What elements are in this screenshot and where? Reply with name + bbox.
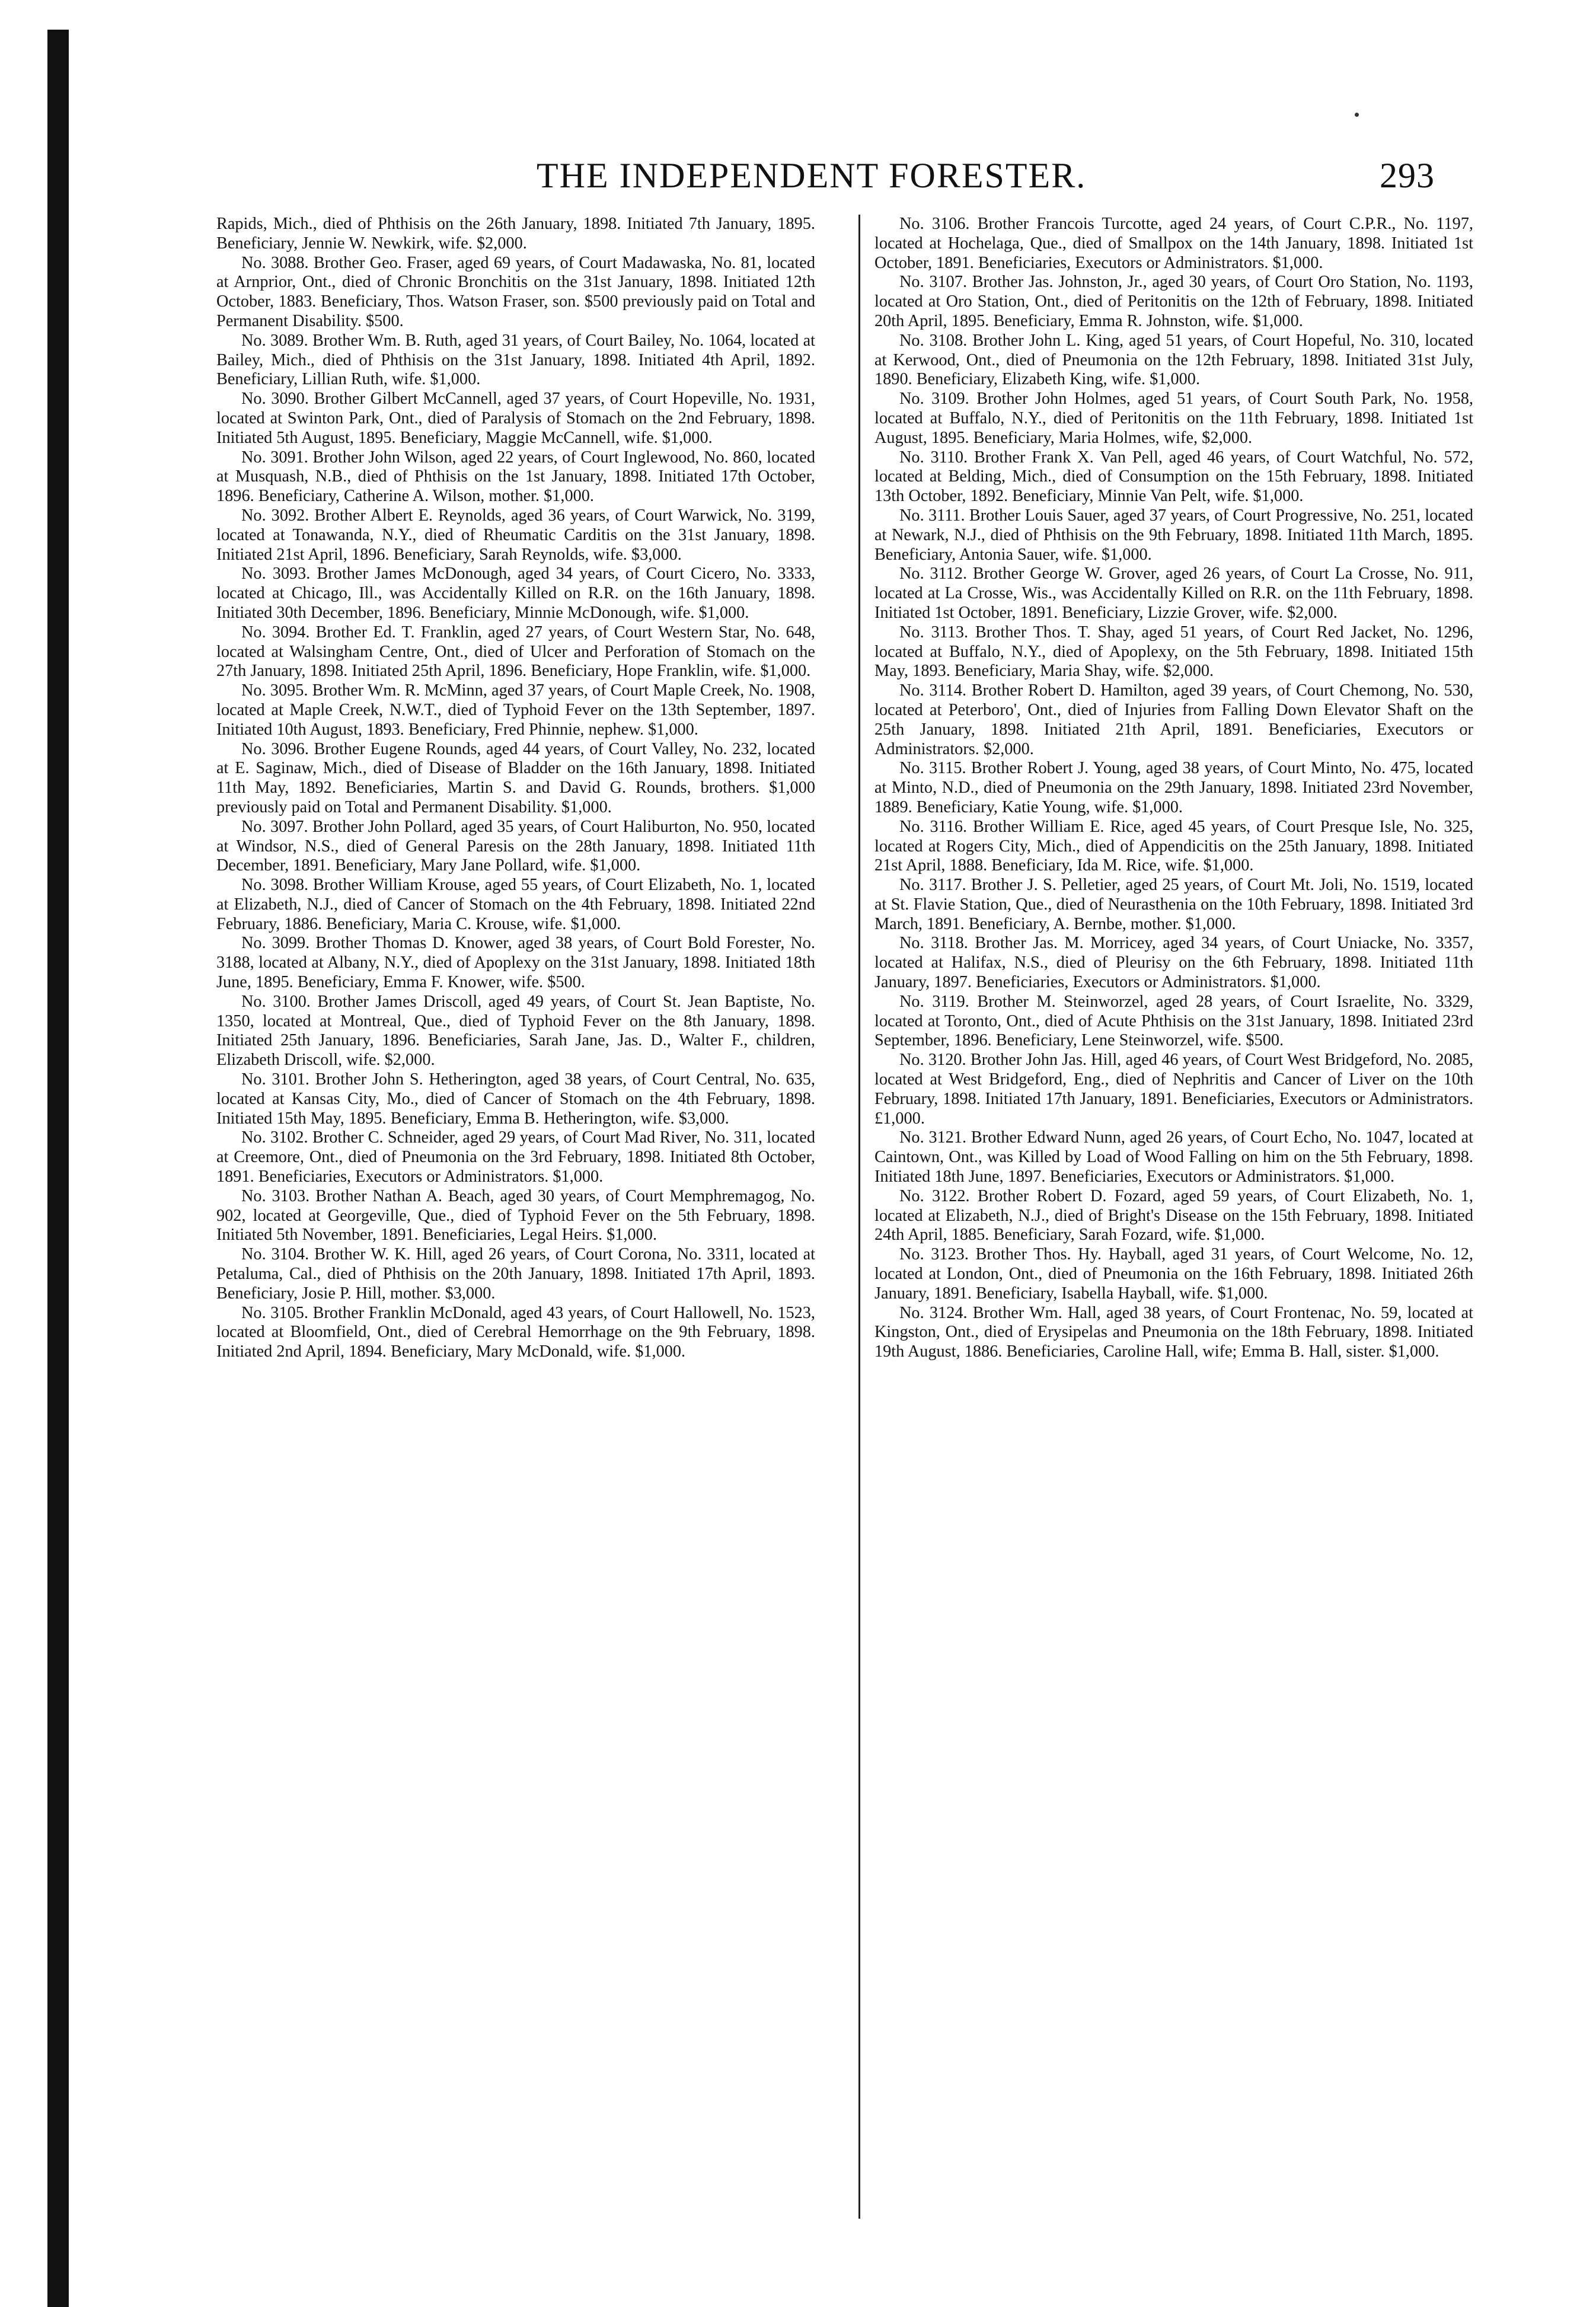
death-notice-entry: No. 3115. Brother Robert J. Young, aged 38 years, of Court Minto, No. 475, located at Minto, N.D., died of Pneumonia on the 29th January, 1898. Initiated 23rd November, 1889. Beneficiary, Katie Young, wife. $1,000. [874, 759, 1473, 816]
death-notice-entry: No. 3119. Brother M. Steinworzel, aged 28 years, of Court Israelite, No. 3329, located at Toronto, Ont., died of Acute Phthisis on the 31st January, 1898. Initiated 23rd September, 1896. Beneficiary, Lene Steinworzel, wife. $500. [874, 992, 1473, 1050]
death-notice-entry: No. 3107. Brother Jas. Johnston, Jr., aged 30 years, of Court Oro Station, No. 1193, located at Oro Station, Ont., died of Peritonitis on the 12th of February, 1898. Initiated 20th April, 1895. Beneficiary, Emma R. Johnston, wife. $1,000. [874, 273, 1473, 330]
death-notice-entry: No. 3094. Brother Ed. T. Franklin, aged 27 years, of Court Western Star, No. 648, located at Walsingham Centre, Ont., died of Ulcer and Perforation of Stomach on the 27th January, 1898. Initiated 25th April, 1896. Beneficiary, Hope Franklin, wife. $1,000. [216, 623, 815, 681]
death-notice-entry: No. 3123. Brother Thos. Hy. Hayball, aged 31 years, of Court Welcome, No. 12, located at London, Ont., died of Pneumonia on the 16th February, 1898. Initiated 26th January, 1891. Beneficiary, Isabella Hayball, wife. $1,000. [874, 1245, 1473, 1303]
death-notice-entry: No. 3108. Brother John L. King, aged 51 years, of Court Hopeful, No. 310, located at Kerwood, Ont., died of Pneumonia on the 12th February, 1898. Initiated 31st July, 1890. Beneficiary, Elizabeth King, wife. $1,000. [874, 331, 1473, 389]
death-notice-entry: No. 3104. Brother W. K. Hill, aged 26 years, of Court Corona, No. 3311, located at Petaluma, Cal., died of Phthisis on the 20th January, 1898. Initiated 17th April, 1893. Beneficiary, Josie P. Hill, mother. $3,000. [216, 1245, 815, 1303]
death-notice-entry: No. 3092. Brother Albert E. Reynolds, aged 36 years, of Court Warwick, No. 3199, located at Tonawanda, N.Y., died of Rheumatic Carditis on the 31st January, 1898. Initiated 21st April, 1896. Beneficiary, Sarah Reynolds, wife. $3,000. [216, 506, 815, 564]
death-notice-entry: No. 3100. Brother James Driscoll, aged 49 years, of Court St. Jean Baptiste, No. 1350, located at Montreal, Que., died of Typhoid Fever on the 8th January, 1898. Initiated 25th January, 1896. Beneficiaries, Sarah Jane, Jas. D., Walter F., children, Elizabeth Driscoll, wife. $2,000. [216, 992, 815, 1070]
death-notice-entry: No. 3109. Brother John Holmes, aged 51 years, of Court South Park, No. 1958, located at Buffalo, N.Y., died of Peritonitis on the 11th February, 1898. Initiated 1st August, 1895. Beneficiary, Maria Holmes, wife, $2,000. [874, 390, 1473, 447]
death-notice-entry: No. 3099. Brother Thomas D. Knower, aged 38 years, of Court Bold Forester, No. 3188, located at Albany, N.Y., died of Apoplexy on the 31st January, 1898. Initiated 18th June, 1895. Beneficiary, Emma F. Knower, wife. $500. [216, 934, 815, 992]
death-notice-entry: No. 3111. Brother Louis Sauer, aged 37 years, of Court Progressive, No. 251, located at Newark, N.J., died of Phthisis on the 9th February, 1898. Initiated 11th March, 1895. Beneficiary, Antonia Sauer, wife. $1,000. [874, 506, 1473, 564]
print-speck [1355, 113, 1359, 117]
death-notice-entry: No. 3089. Brother Wm. B. Ruth, aged 31 years, of Court Bailey, No. 1064, located at Bailey, Mich., died of Phthisis on the 31st January, 1898. Initiated 4th April, 1892. Beneficiary, Lillian Ruth, wife. $1,000. [216, 331, 815, 389]
death-notice-entry: No. 3122. Brother Robert D. Fozard, aged 59 years, of Court Elizabeth, No. 1, located at Elizabeth, N.J., died of Bright's Disease on the 15th February, 1898. Initiated 24th April, 1885. Beneficiary, Sarah Fozard, wife. $1,000. [874, 1186, 1473, 1245]
death-notice-entry: No. 3121. Brother Edward Nunn, aged 26 years, of Court Echo, No. 1047, located at Caintown, Ont., was Killed by Load of Wood Falling on him on the 5th February, 1898. Initiated 18th June, 1897. Beneficiaries, Executors or Administrators. $1,000. [874, 1128, 1473, 1186]
page-number: 293 [1380, 156, 1435, 195]
left-column [216, 215, 815, 1362]
page-header [196, 155, 1435, 203]
death-notice-entry: No. 3090. Brother Gilbert McCannell, aged 37 years, of Court Hopeville, No. 1931, located at Swinton Park, Ont., died of Paralysis of Stomach on the 2nd February, 1898. Initiated 5th August, 1895. Beneficiary, Maggie McCannell, wife. $1,000. [216, 390, 815, 447]
death-notice-entry: No. 3114. Brother Robert D. Hamilton, aged 39 years, of Court Chemong, No. 530, located at Peterboro', Ont., died of Injuries from Falling Down Elevator Shaft on the 25th January, 1898. Initiated 21th April, 1891. Beneficiaries, Executors or Administrators. $2,000. [874, 681, 1473, 758]
death-notice-entry: No. 3117. Brother J. S. Pelletier, aged 25 years, of Court Mt. Joli, No. 1519, located at St. Flavie Station, Que., died of Neurasthenia on the 10th February, 1898. Initiated 3rd March, 1891. Beneficiary, A. Bernbe, mother. $1,000. [874, 876, 1473, 933]
death-notice-entry: No. 3103. Brother Nathan A. Beach, aged 30 years, of Court Memphremagog, No. 902, located at Georgeville, Que., died of Typhoid Fever on the 5th February, 1898. Initiated 5th November, 1891. Beneficiaries, Legal Heirs. $1,000. [216, 1186, 815, 1245]
death-notice-entry: No. 3106. Brother Francois Turcotte, aged 24 years, of Court C.P.R., No. 1197, located at Hochelaga, Que., died of Smallpox on the 14th January, 1898. Initiated 1st October, 1891. Beneficiaries, Executors or Administrators. $1,000. [874, 215, 1473, 272]
death-notice-entry: No. 3088. Brother Geo. Fraser, aged 69 years, of Court Madawaska, No. 81, located at Arnprior, Ont., died of Chronic Bronchitis on the 31st January, 1898. Initiated 12th October, 1883. Beneficiary, Thos. Watson Fraser, son. $500 previously paid on Total and Permanent Disability. $500. [216, 253, 815, 330]
right-column [874, 215, 1473, 1362]
death-notice-entry: No. 3116. Brother William E. Rice, aged 45 years, of Court Presque Isle, No. 325, located at Rogers City, Mich., died of Appendicitis on the 25th January, 1898. Initiated 21st April, 1888. Beneficiary, Ida M. Rice, wife. $1,000. [874, 817, 1473, 875]
death-notice-entry: No. 3105. Brother Franklin McDonald, aged 43 years, of Court Hallowell, No. 1523, located at Bloomfield, Ont., died of Cerebral Hemorrhage on the 9th February, 1898. Initiated 2nd April, 1894. Beneficiary, Mary McDonald, wife. $1,000. [216, 1303, 815, 1361]
page-binding-edge [47, 30, 69, 2307]
death-notice-entry: No. 3095. Brother Wm. R. McMinn, aged 37 years, of Court Maple Creek, No. 1908, located at Maple Creek, N.W.T., died of Typhoid Fever on the 13th September, 1897. Initiated 10th August, 1893. Beneficiary, Fred Phinnie, nephew. $1,000. [216, 681, 815, 739]
death-notice-entry: No. 3097. Brother John Pollard, aged 35 years, of Court Haliburton, No. 950, located at Windsor, N.S., died of General Paresis on the 28th January, 1898. Initiated 11th December, 1891. Beneficiary, Mary Jane Pollard, wife. $1,000. [216, 817, 815, 875]
death-notice-entry: No. 3124. Brother Wm. Hall, aged 38 years, of Court Frontenac, No. 59, located at Kingston, Ont., died of Erysipelas and Pneumonia on the 18th February, 1898. Initiated 19th August, 1886. Beneficiaries, Caroline Hall, wife; Emma B. Hall, sister. $1,000. [874, 1303, 1473, 1361]
death-notice-entry: No. 3120. Brother John Jas. Hill, aged 46 years, of Court West Bridgeford, No. 2085, located at West Bridgeford, Eng., died of Nephritis and Cancer of Liver on the 10th February, 1898. Initiated 17th January, 1891. Beneficiaries, Executors or Administrators. £1,000. [874, 1051, 1473, 1128]
death-notice-entry: No. 3093. Brother James McDonough, aged 34 years, of Court Cicero, No. 3333, located at Chicago, Ill., was Accidentally Killed on R.R. on the 16th January, 1898. Initiated 30th December, 1896. Beneficiary, Minnie McDonough, wife. $1,000. [216, 564, 815, 622]
death-notice-entry: No. 3113. Brother Thos. T. Shay, aged 51 years, of Court Red Jacket, No. 1296, located at Buffalo, N.Y., died of Apoplexy, on the 5th February, 1898. Initiated 15th May, 1893. Beneficiary, Maria Shay, wife. $2,000. [874, 623, 1473, 681]
death-notice-entry: No. 3118. Brother Jas. M. Morricey, aged 34 years, of Court Uniacke, No. 3357, located at Halifax, N.S., died of Pleurisy on the 6th February, 1898. Initiated 11th January, 1897. Beneficiaries, Executors or Administrators. $1,000. [874, 934, 1473, 992]
page-title: THE INDEPENDENT FORESTER. [537, 156, 1087, 195]
death-notice-entry: No. 3096. Brother Eugene Rounds, aged 44 years, of Court Valley, No. 232, located at E. Saginaw, Mich., died of Disease of Bladder on the 16th January, 1898. Initiated 11th May, 1892. Beneficiaries, Martin S. and David G. Rounds, brothers. $1,000 previously paid on Total and Permanent Disability. $1,000. [216, 739, 815, 816]
death-notice-entry: No. 3101. Brother John S. Hetherington, aged 38 years, of Court Central, No. 635, located at Kansas City, Mo., died of Cancer of Stomach on the 4th February, 1898. Initiated 15th May, 1895. Beneficiary, Emma B. Hetherington, wife. $3,000. [216, 1070, 815, 1128]
death-notice-entry: Rapids, Mich., died of Phthisis on the 26th January, 1898. Initiated 7th January, 1895. Beneficiary, Jennie W. Newkirk, wife. $2,000. [216, 215, 815, 253]
column-divider [858, 215, 860, 2219]
death-notice-entry: No. 3112. Brother George W. Grover, aged 26 years, of Court La Crosse, No. 911, located at La Crosse, Wis., was Accidentally Killed on R.R. on the 11th February, 1898. Initiated 1st October, 1891. Beneficiary, Lizzie Grover, wife. $2,000. [874, 564, 1473, 622]
death-notice-entry: No. 3110. Brother Frank X. Van Pell, aged 46 years, of Court Watchful, No. 572, located at Belding, Mich., died of Consumption on the 15th February, 1898. Initiated 13th October, 1892. Beneficiary, Minnie Van Pelt, wife. $1,000. [874, 448, 1473, 506]
death-notice-entry: No. 3091. Brother John Wilson, aged 22 years, of Court Inglewood, No. 860, located at Musquash, N.B., died of Phthisis on the 1st January, 1898. Initiated 17th October, 1896. Beneficiary, Catherine A. Wilson, mother. $1,000. [216, 448, 815, 506]
death-notice-entry: No. 3098. Brother William Krouse, aged 55 years, of Court Elizabeth, No. 1, located at Elizabeth, N.J., died of Cancer of Stomach on the 4th February, 1898. Initiated 22nd February, 1886. Beneficiary, Maria C. Krouse, wife. $1,000. [216, 876, 815, 933]
death-notice-entry: No. 3102. Brother C. Schneider, aged 29 years, of Court Mad River, No. 311, located at Creemore, Ont., died of Pneumonia on the 3rd February, 1898. Initiated 8th October, 1891. Beneficiaries, Executors or Administrators. $1,000. [216, 1128, 815, 1186]
